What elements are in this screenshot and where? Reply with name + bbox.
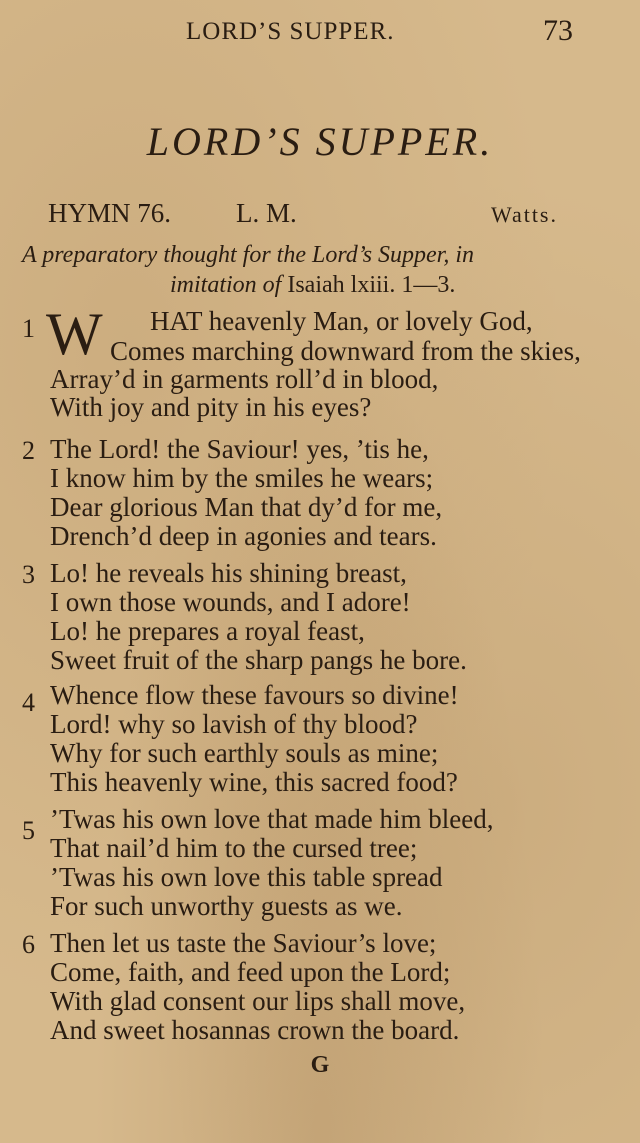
subtitle-line-2 [22, 270, 592, 300]
stanza-number: 2 [22, 436, 35, 465]
hymn-author: Watts. [490, 202, 558, 227]
verse-line: With joy and pity in his eyes? [50, 392, 372, 422]
verse-line: This heavenly wine, this sacred food? [50, 767, 458, 797]
stanza [22, 301, 622, 424]
signature-mark: G [310, 1052, 330, 1078]
subtitle-line-1: A preparatory thought for the Lord’s Supper, in [22, 242, 475, 268]
verse-line: ’Twas his own love this table spread [50, 862, 443, 892]
stanza [22, 558, 622, 676]
drop-cap: W [46, 301, 103, 367]
stanza-number: 5 [22, 816, 35, 845]
verse-line: Come, faith, and feed upon the Lord; [50, 957, 451, 987]
verse-line: Sweet fruit of the sharp pangs he bore. [50, 645, 467, 675]
stanza-number: 1 [22, 314, 35, 343]
hymn-meter: L. M. [236, 198, 297, 228]
verse-line: I know him by the smiles he wears; [50, 463, 434, 493]
verse-line: Comes marching downward from the skies, [110, 336, 581, 366]
verse-line: HAT heavenly Man, or lovely God, [150, 306, 533, 336]
verse-line: Lo! he prepares a royal feast, [50, 616, 365, 646]
verse-line: Lo! he reveals his shining breast, [50, 558, 407, 588]
verse-line: Drench’d deep in agonies and tears. [50, 521, 437, 551]
verse-line: For such unworthy guests as we. [50, 891, 403, 921]
verse-line: That nail’d him to the cursed tree; [50, 833, 418, 863]
verse-line: The Lord! the Saviour! yes, ’tis he, [50, 434, 429, 464]
hymn-label: HYMN 76. [48, 198, 172, 228]
stanza [22, 680, 622, 798]
verse-line: ’Twas his own love that made him bleed, [50, 804, 494, 834]
stanza [22, 434, 622, 552]
verse-line: I own those wounds, and I adore! [50, 587, 411, 617]
section-title: LORD’S SUPPER. [146, 119, 494, 164]
stanza-number: 3 [22, 560, 35, 589]
hymn-subtitle [22, 240, 592, 300]
page-number: 73 [543, 14, 573, 47]
verse-line: And sweet hosannas crown the board. [50, 1015, 460, 1045]
verse-line: With glad consent our lips shall move, [50, 986, 466, 1016]
verse-line: Whence flow these favours so divine! [50, 680, 459, 710]
stanza [22, 804, 622, 922]
subtitle-reference: Isaiah lxiii. 1—3. [287, 272, 456, 298]
verse-line: Dear glorious Man that dy’d for me, [50, 492, 443, 522]
verse-line: Why for such earthly souls as mine; [50, 738, 439, 768]
stanza [22, 928, 622, 1046]
verse-line: Lord! why so lavish of thy blood? [50, 709, 418, 739]
running-head [0, 14, 640, 52]
running-title: LORD’S SUPPER. [186, 18, 395, 45]
subtitle-italic: imitation of [170, 272, 282, 298]
verse-line: Then let us taste the Saviour’s love; [50, 928, 437, 958]
verse-line: Array’d in garments roll’d in blood, [50, 364, 439, 394]
stanza-number: 6 [22, 930, 35, 959]
stanza-number: 4 [22, 688, 35, 717]
